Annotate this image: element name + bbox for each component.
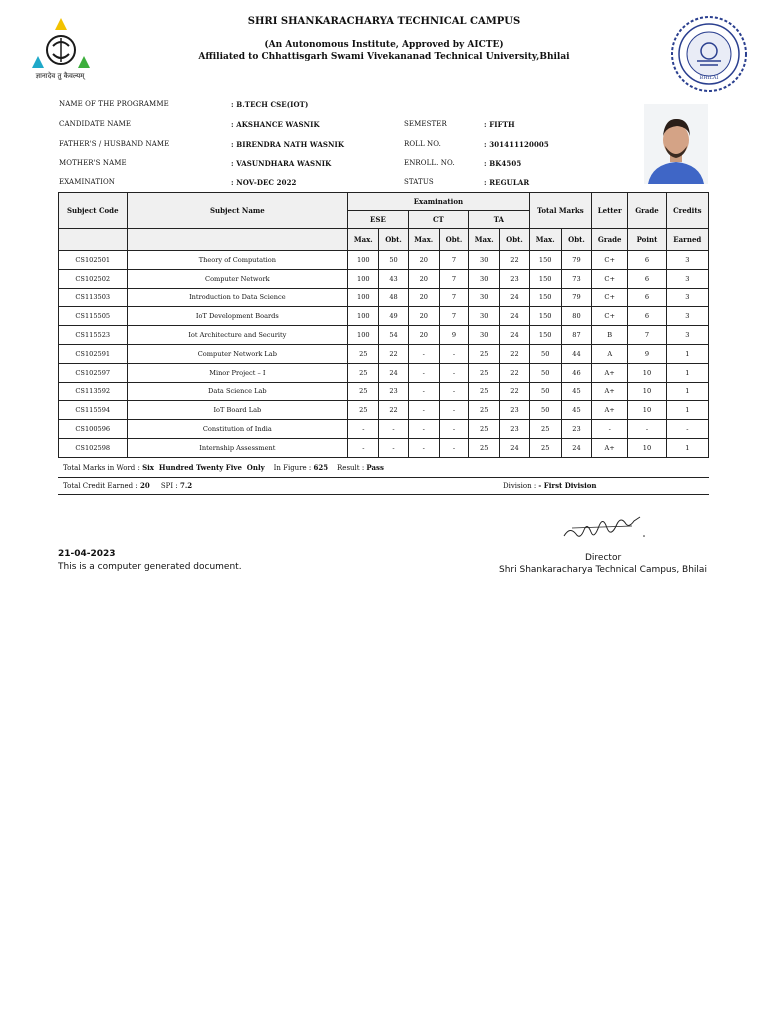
- cell-ese-max: -: [348, 438, 379, 457]
- cell-ese-max: 25: [348, 401, 379, 420]
- cell-subject-code: CS113503: [59, 288, 128, 307]
- cell-ct-max: -: [408, 382, 439, 401]
- cell-subject-code: CS115505: [59, 307, 128, 326]
- cell-ese-max: 25: [348, 363, 379, 382]
- semester-label: SEMESTER: [404, 120, 447, 128]
- header-letter: Letter: [592, 193, 628, 229]
- institute-logo: [24, 16, 96, 82]
- cell-ese-obt: -: [379, 438, 408, 457]
- cell-total-obt: 79: [561, 288, 591, 307]
- cell-subject-code: CS102598: [59, 438, 128, 457]
- cell-subject-name: Constitution of India: [127, 420, 348, 439]
- cell-total-max: 25: [529, 420, 561, 439]
- cell-ese-max: 25: [348, 382, 379, 401]
- cell-ct-obt: -: [439, 438, 468, 457]
- cell-ta-max: 25: [469, 382, 500, 401]
- cell-ta-obt: 24: [500, 288, 529, 307]
- cell-credits-earned: 3: [666, 307, 708, 326]
- cell-ta-obt: 24: [500, 326, 529, 345]
- figure-label: In Figure :: [273, 464, 312, 472]
- header-total-max: Max.: [529, 229, 561, 251]
- cell-ta-obt: 24: [500, 438, 529, 457]
- cell-letter-grade: A+: [592, 363, 628, 382]
- header-grade-point: Point: [628, 229, 666, 251]
- cell-ta-obt: 23: [500, 269, 529, 288]
- cell-credits-earned: 1: [666, 382, 708, 401]
- credit-value: 20: [139, 481, 150, 490]
- cell-ct-obt: 7: [439, 288, 468, 307]
- director-signature: [560, 514, 650, 544]
- cell-total-max: 25: [529, 438, 561, 457]
- cell-ct-max: 20: [408, 251, 439, 270]
- cell-ese-max: 100: [348, 251, 379, 270]
- roll-label: ROLL NO.: [404, 140, 442, 148]
- cell-ct-obt: -: [439, 344, 468, 363]
- cell-ta-obt: 22: [500, 363, 529, 382]
- cell-ct-obt: -: [439, 363, 468, 382]
- cell-letter-grade: A+: [592, 382, 628, 401]
- cell-credits-earned: 1: [666, 363, 708, 382]
- cell-ta-obt: 23: [500, 420, 529, 439]
- cell-credits-earned: 3: [666, 288, 708, 307]
- cell-total-obt: 87: [561, 326, 591, 345]
- cell-subject-code: CS102501: [59, 251, 128, 270]
- cell-letter-grade: A+: [592, 401, 628, 420]
- cell-letter-grade: C+: [592, 251, 628, 270]
- division-label: Division :: [503, 482, 539, 490]
- cell-letter-grade: A+: [592, 438, 628, 457]
- cell-total-max: 50: [529, 363, 561, 382]
- programme-label: NAME OF THE PROGRAMME: [59, 100, 169, 108]
- marks-table-body: [59, 251, 709, 458]
- cell-total-max: 150: [529, 307, 561, 326]
- cell-grade-point: 9: [628, 344, 666, 363]
- roll-value: : 301411120005: [484, 140, 549, 149]
- table-row: [59, 420, 709, 439]
- cell-credits-earned: 1: [666, 438, 708, 457]
- cell-grade-point: -: [628, 420, 666, 439]
- cell-grade-point: 6: [628, 269, 666, 288]
- cell-ct-obt: 9: [439, 326, 468, 345]
- cell-ta-max: 25: [469, 420, 500, 439]
- cell-ct-max: 20: [408, 269, 439, 288]
- cell-ese-obt: 50: [379, 251, 408, 270]
- institute-name: SHRI SHANKARACHARYA TECHNICAL CAMPUS: [247, 16, 521, 27]
- cell-ese-obt: 48: [379, 288, 408, 307]
- cell-ta-obt: 22: [500, 251, 529, 270]
- cell-ta-max: 25: [469, 401, 500, 420]
- cell-ta-max: 25: [469, 438, 500, 457]
- cell-ese-max: 25: [348, 344, 379, 363]
- enroll-label: ENROLL. NO.: [404, 159, 455, 167]
- mother-label: MOTHER'S NAME: [59, 159, 127, 167]
- cell-ta-max: 30: [469, 307, 500, 326]
- cell-ct-obt: 7: [439, 307, 468, 326]
- cell-ta-max: 30: [469, 251, 500, 270]
- enroll-value: : BK4505: [484, 159, 522, 168]
- table-row: [59, 288, 709, 307]
- cell-grade-point: 7: [628, 326, 666, 345]
- header-total-marks: Total Marks: [529, 193, 591, 229]
- result-label: Result :: [337, 464, 365, 472]
- cell-ta-max: 30: [469, 269, 500, 288]
- table-row: [59, 326, 709, 345]
- cell-subject-code: CS100596: [59, 420, 128, 439]
- marks-table: [58, 192, 709, 458]
- cell-grade-point: 10: [628, 438, 666, 457]
- cell-grade-point: 10: [628, 382, 666, 401]
- cell-letter-grade: B: [592, 326, 628, 345]
- cell-subject-name: Minor Project – I: [127, 363, 348, 382]
- cell-ta-max: 30: [469, 288, 500, 307]
- cell-ese-max: 100: [348, 269, 379, 288]
- cell-ct-max: -: [408, 420, 439, 439]
- table-row: [59, 344, 709, 363]
- cell-ese-obt: -: [379, 420, 408, 439]
- table-row: [59, 438, 709, 457]
- cell-letter-grade: -: [592, 420, 628, 439]
- student-photo: [644, 104, 708, 184]
- cell-ese-obt: 43: [379, 269, 408, 288]
- table-row: [59, 363, 709, 382]
- cell-total-obt: 46: [561, 363, 591, 382]
- cell-total-max: 150: [529, 326, 561, 345]
- cell-ese-obt: 54: [379, 326, 408, 345]
- cell-ta-obt: 22: [500, 344, 529, 363]
- cell-ta-max: 25: [469, 344, 500, 363]
- cell-total-obt: 24: [561, 438, 591, 457]
- header-letter-grade: Grade: [592, 229, 628, 251]
- cell-subject-code: CS115594: [59, 401, 128, 420]
- cell-subject-name: Data Science Lab: [127, 382, 348, 401]
- cell-total-max: 50: [529, 401, 561, 420]
- programme-value: : B.TECH CSE(IOT): [231, 100, 309, 109]
- header-credits-earned: Earned: [666, 229, 708, 251]
- cell-subject-code: CS113592: [59, 382, 128, 401]
- cell-ese-max: 100: [348, 307, 379, 326]
- cell-ese-max: 100: [348, 288, 379, 307]
- cell-total-max: 50: [529, 344, 561, 363]
- mother-value: : VASUNDHARA WASNIK: [231, 159, 332, 168]
- father-label: FATHER'S / HUSBAND NAME: [59, 140, 170, 148]
- header-ct: CT: [408, 211, 468, 229]
- header-total-obt: Obt.: [561, 229, 591, 251]
- cell-total-max: 150: [529, 269, 561, 288]
- division-summary: [503, 481, 597, 490]
- cell-grade-point: 6: [628, 288, 666, 307]
- header-ta: TA: [469, 211, 530, 229]
- cell-ese-obt: 22: [379, 344, 408, 363]
- spi-label: SPI :: [160, 482, 178, 490]
- cell-ct-max: 20: [408, 288, 439, 307]
- cell-ta-obt: 24: [500, 307, 529, 326]
- cell-subject-code: CS102502: [59, 269, 128, 288]
- semester-value: : FIFTH: [484, 120, 515, 129]
- header-ta-max: Max.: [469, 229, 500, 251]
- institute-subtitle: (An Autonomous Institute, Approved by AICTE): [264, 40, 504, 50]
- exam-value: : NOV-DEC 2022: [231, 178, 297, 187]
- header-subject-name: Subject Name: [127, 193, 348, 229]
- cell-letter-grade: C+: [592, 269, 628, 288]
- words-label: Total Marks in Word :: [63, 464, 140, 472]
- header-ese-obt: Obt.: [379, 229, 408, 251]
- cell-credits-earned: 3: [666, 251, 708, 270]
- cell-ese-obt: 49: [379, 307, 408, 326]
- cell-subject-code: CS102597: [59, 363, 128, 382]
- cell-ese-max: -: [348, 420, 379, 439]
- cell-letter-grade: C+: [592, 307, 628, 326]
- cell-subject-name: IoT Board Lab: [127, 401, 348, 420]
- cell-subject-code: CS115523: [59, 326, 128, 345]
- cell-total-max: 150: [529, 251, 561, 270]
- spi-value: 7.2: [179, 481, 193, 490]
- header-examination: Examination: [348, 193, 529, 211]
- status-label: STATUS: [404, 178, 434, 186]
- university-seal: [670, 15, 748, 93]
- total-marks-summary: [63, 463, 384, 472]
- father-value: : BIRENDRA NATH WASNIK: [231, 140, 345, 149]
- issue-date: 21-04-2023: [58, 549, 116, 559]
- cell-credits-earned: 3: [666, 326, 708, 345]
- cell-subject-name: Computer Network: [127, 269, 348, 288]
- cell-total-obt: 73: [561, 269, 591, 288]
- cell-total-max: 50: [529, 382, 561, 401]
- cell-letter-grade: C+: [592, 288, 628, 307]
- header-blank-code: [59, 229, 128, 251]
- cell-total-obt: 44: [561, 344, 591, 363]
- cell-ct-obt: -: [439, 420, 468, 439]
- cell-ese-obt: 23: [379, 382, 408, 401]
- director-organization: Shri Shankaracharya Technical Campus, Bhilai: [499, 565, 707, 575]
- cell-total-obt: 23: [561, 420, 591, 439]
- cell-credits-earned: 3: [666, 269, 708, 288]
- cell-ct-max: 20: [408, 326, 439, 345]
- header-ct-obt: Obt.: [439, 229, 468, 251]
- table-row: [59, 251, 709, 270]
- cell-credits-earned: -: [666, 420, 708, 439]
- cell-subject-name: Theory of Computation: [127, 251, 348, 270]
- cell-ct-obt: -: [439, 401, 468, 420]
- cell-subject-name: IoT Development Boards: [127, 307, 348, 326]
- institute-affiliation: Affiliated to Chhattisgarh Swami Vivekananad Technical University,Bhilai: [198, 52, 570, 62]
- header-ct-max: Max.: [408, 229, 439, 251]
- cell-total-obt: 80: [561, 307, 591, 326]
- seal-text: BHILAI: [699, 75, 719, 81]
- cell-grade-point: 6: [628, 251, 666, 270]
- cell-grade-point: 10: [628, 363, 666, 382]
- header-subject-code: Subject Code: [59, 193, 128, 229]
- table-row: [59, 401, 709, 420]
- header-ta-obt: Obt.: [500, 229, 529, 251]
- logo-motto: ज्ञानादेव तु कैवल्यम्: [35, 72, 85, 80]
- cell-credits-earned: 1: [666, 344, 708, 363]
- table-row: [59, 382, 709, 401]
- cell-credits-earned: 1: [666, 401, 708, 420]
- cell-ct-max: 20: [408, 307, 439, 326]
- candidate-value: : AKSHANCE WASNIK: [231, 120, 320, 129]
- cell-ct-max: -: [408, 401, 439, 420]
- cell-ct-obt: -: [439, 382, 468, 401]
- figure-value: 625: [313, 463, 329, 472]
- cell-ct-max: -: [408, 344, 439, 363]
- cell-ta-obt: 22: [500, 382, 529, 401]
- cell-ct-obt: 7: [439, 251, 468, 270]
- header-blank-name: [127, 229, 348, 251]
- cell-ta-max: 25: [469, 363, 500, 382]
- division-value: - First Division: [538, 481, 597, 490]
- table-row: [59, 307, 709, 326]
- result-value: Pass: [366, 463, 384, 472]
- cell-total-obt: 45: [561, 401, 591, 420]
- credit-summary: [63, 481, 192, 490]
- computer-generated-note: This is a computer generated document.: [58, 562, 242, 572]
- cell-ct-max: -: [408, 438, 439, 457]
- cell-total-max: 150: [529, 288, 561, 307]
- cell-ese-max: 100: [348, 326, 379, 345]
- cell-ese-obt: 22: [379, 401, 408, 420]
- cell-subject-name: Internship Assessment: [127, 438, 348, 457]
- header-credits: Credits: [666, 193, 708, 229]
- header-grade: Grade: [628, 193, 666, 229]
- cell-grade-point: 10: [628, 401, 666, 420]
- cell-subject-code: CS102591: [59, 344, 128, 363]
- cell-ct-max: -: [408, 363, 439, 382]
- cell-ct-obt: 7: [439, 269, 468, 288]
- cell-total-obt: 79: [561, 251, 591, 270]
- cell-grade-point: 6: [628, 307, 666, 326]
- header-ese-max: Max.: [348, 229, 379, 251]
- cell-ta-obt: 23: [500, 401, 529, 420]
- cell-total-obt: 45: [561, 382, 591, 401]
- table-row: [59, 269, 709, 288]
- cell-subject-name: Iot Architecture and Security: [127, 326, 348, 345]
- exam-label: EXAMINATION: [59, 178, 116, 186]
- cell-ta-max: 30: [469, 326, 500, 345]
- credit-line: [58, 477, 709, 495]
- credit-label: Total Credit Earned :: [63, 482, 138, 490]
- words-value: Six Hundred Twenty Five Only: [142, 463, 265, 472]
- candidate-label: CANDIDATE NAME: [59, 120, 132, 128]
- cell-ese-obt: 24: [379, 363, 408, 382]
- header-ese: ESE: [348, 211, 408, 229]
- cell-subject-name: Computer Network Lab: [127, 344, 348, 363]
- cell-subject-name: Introduction to Data Science: [127, 288, 348, 307]
- director-title: Director: [585, 553, 622, 563]
- cell-letter-grade: A: [592, 344, 628, 363]
- status-value: : REGULAR: [484, 178, 530, 187]
